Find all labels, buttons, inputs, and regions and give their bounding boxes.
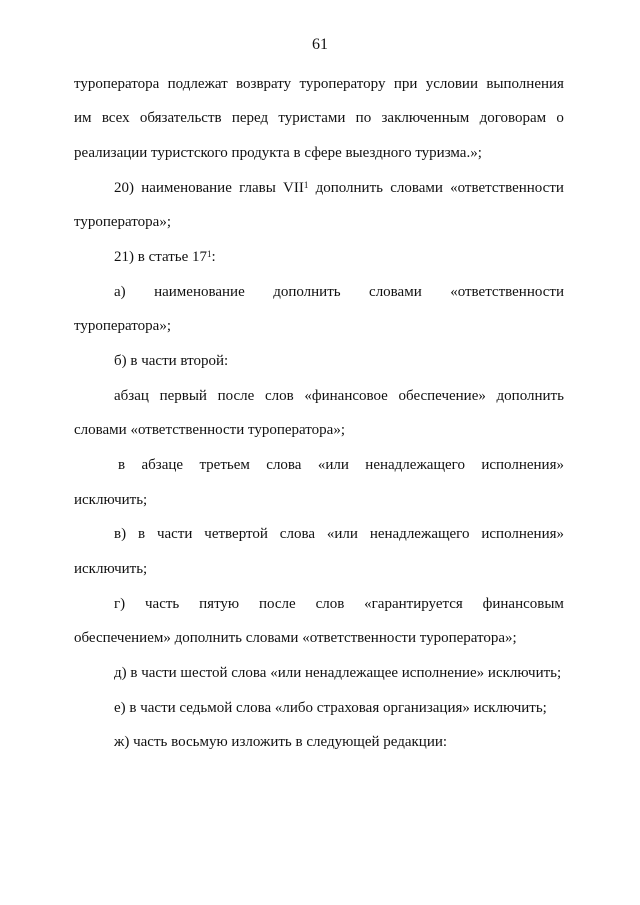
text-line-1: туроператора подлежат возврату туроператору при условии выполнения — [74, 76, 564, 92]
text-line-18: д) в части шестой слова «или ненадлежащее исполнение» исключить; — [114, 665, 562, 681]
text-line-8: туроператора»; — [74, 318, 171, 334]
text-line-7: а) наименование дополнить словами «ответственности — [114, 284, 564, 300]
text-line-15: исключить; — [74, 561, 148, 577]
text-line-17: обеспечением» дополнить словами «ответственности туроператора»; — [74, 630, 517, 646]
text-line-4: 20) наименование главы VII$^1$ дополнить словами «ответственности — [114, 180, 564, 196]
page-number: 61 — [312, 36, 328, 53]
text-line-19: е) в части седьмой слова «либо страховая организация» исключить; — [114, 700, 547, 716]
text-line-12: в абзаце третьем слова «или ненадлежащего исполнения» — [118, 457, 564, 473]
text-line-11: словами «ответственности туроператора»; — [74, 422, 345, 438]
text-line-6: 21) в статье $17^1$: — [114, 249, 216, 265]
text-line-10: абзац первый после слов «финансовое обеспечение» дополнить — [114, 388, 564, 404]
text-line-5: туроператора»; — [74, 214, 171, 230]
text-line-16: г) часть пятую после слов «гарантируется финансовым — [114, 596, 564, 612]
text-line-3: реализации туристского продукта в сфере выездного туризма.»; — [74, 145, 482, 161]
text-line-2: им всех обязательств перед туристами по заключенным договорам о — [74, 110, 564, 126]
text-line-20: ж) часть восьмую изложить в следующей редакции: — [114, 734, 448, 750]
text-line-9: б) в части второй: — [114, 353, 229, 369]
text-line-13: исключить; — [74, 492, 148, 508]
text-line-14: в) в части четвертой слова «или ненадлежащего исполнения» — [114, 526, 564, 542]
